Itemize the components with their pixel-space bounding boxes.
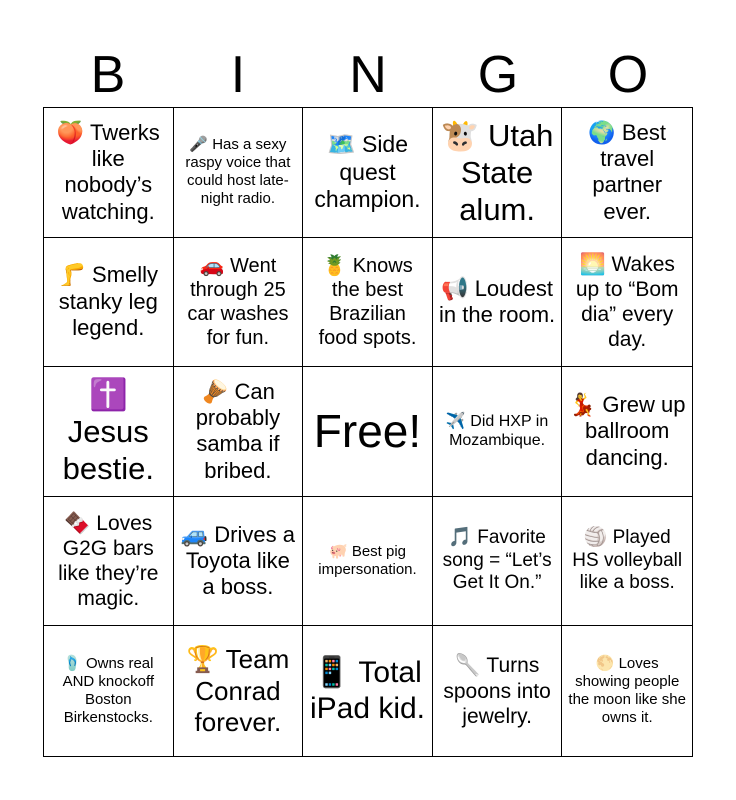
bingo-cell[interactable] [433, 238, 563, 368]
bingo-grid [43, 107, 693, 757]
bingo-cell[interactable] [562, 497, 692, 627]
bingo-cell[interactable] [562, 626, 692, 756]
title-letter-g: G [477, 46, 519, 104]
cell-text: 🚙 Drives a Toyota like a boss. [180, 521, 295, 600]
title-letter-n: N [349, 46, 387, 104]
bingo-cell[interactable] [44, 367, 174, 497]
cell-text: 🗺️ Side quest champion. [314, 130, 421, 213]
cell-text: 🌕 Loves showing people the moon like she owns it. [568, 655, 686, 727]
cell-text: 🏆 Team Conrad forever. [186, 644, 290, 737]
bingo-cell[interactable] [433, 626, 563, 756]
cell-text: 🎵 Favorite song = “Let’s Get It On.” [442, 526, 552, 594]
bingo-cell[interactable] [303, 626, 433, 756]
cell-text: 🎤 Has a sexy raspy voice that could host late-night radio. [185, 136, 291, 208]
cell-text: 🍍 Knows the best Brazilian food spots. [318, 254, 417, 349]
bingo-cell[interactable] [44, 626, 174, 756]
bingo-cell[interactable] [303, 108, 433, 238]
title-letter-i: I [230, 46, 246, 104]
cell-text: 🪘 Can probably samba if bribed. [195, 378, 281, 483]
bingo-cell[interactable] [174, 497, 304, 627]
bingo-cell[interactable] [174, 367, 304, 497]
cell-text: ✝️ Jesus bestie. [62, 376, 154, 487]
cell-text: 🦵 Smelly stanky leg legend. [58, 262, 159, 341]
bingo-cell[interactable] [562, 367, 692, 497]
cell-text: ✈️ Did HXP in Mozambique. [445, 413, 549, 450]
bingo-cell[interactable] [562, 238, 692, 368]
cell-text: 🏐 Played HS volleyball like a boss. [572, 526, 683, 594]
bingo-cell[interactable] [433, 497, 563, 627]
cell-text: 🍑 Twerks like nobody’s watching. [56, 119, 160, 224]
bingo-cell[interactable] [303, 238, 433, 368]
title-letter-o: O [607, 46, 649, 104]
cell-text: 🩴 Owns real AND knockoff Boston Birkenstocks. [62, 655, 155, 727]
cell-text: 🐖 Best pig impersonation. [318, 543, 417, 579]
free-space: Free! [313, 404, 422, 457]
cell-text: 💃 Grew up ballroom dancing. [568, 391, 686, 470]
bingo-cell[interactable] [44, 108, 174, 238]
cell-text: 📱 Total iPad kid. [309, 656, 426, 726]
cell-text: 🥄 Turns spoons into jewelry. [443, 654, 551, 728]
cell-text: 🚗 Went through 25 car washes for fun. [187, 254, 289, 349]
cell-text: 🌅 Wakes up to “Bom dia” every day. [575, 252, 679, 352]
cell-text: 🍫 Loves G2G bars like they’re magic. [58, 511, 159, 611]
bingo-cell[interactable] [44, 497, 174, 627]
bingo-cell[interactable] [303, 497, 433, 627]
title-letter-b: B [90, 46, 126, 104]
bingo-cell[interactable] [303, 367, 433, 497]
bingo-cell[interactable] [433, 367, 563, 497]
bingo-cell[interactable] [174, 108, 304, 238]
bingo-cell[interactable] [433, 108, 563, 238]
bingo-cell[interactable] [44, 238, 174, 368]
cell-text: 🐮 Utah State alum. [440, 117, 554, 227]
bingo-title [43, 44, 693, 106]
bingo-cell[interactable] [562, 108, 692, 238]
cell-text: 📢 Loudest in the room. [439, 275, 556, 327]
bingo-cell[interactable] [174, 238, 304, 368]
bingo-cell[interactable] [174, 626, 304, 756]
cell-text: 🌍 Best travel partner ever. [588, 119, 666, 224]
